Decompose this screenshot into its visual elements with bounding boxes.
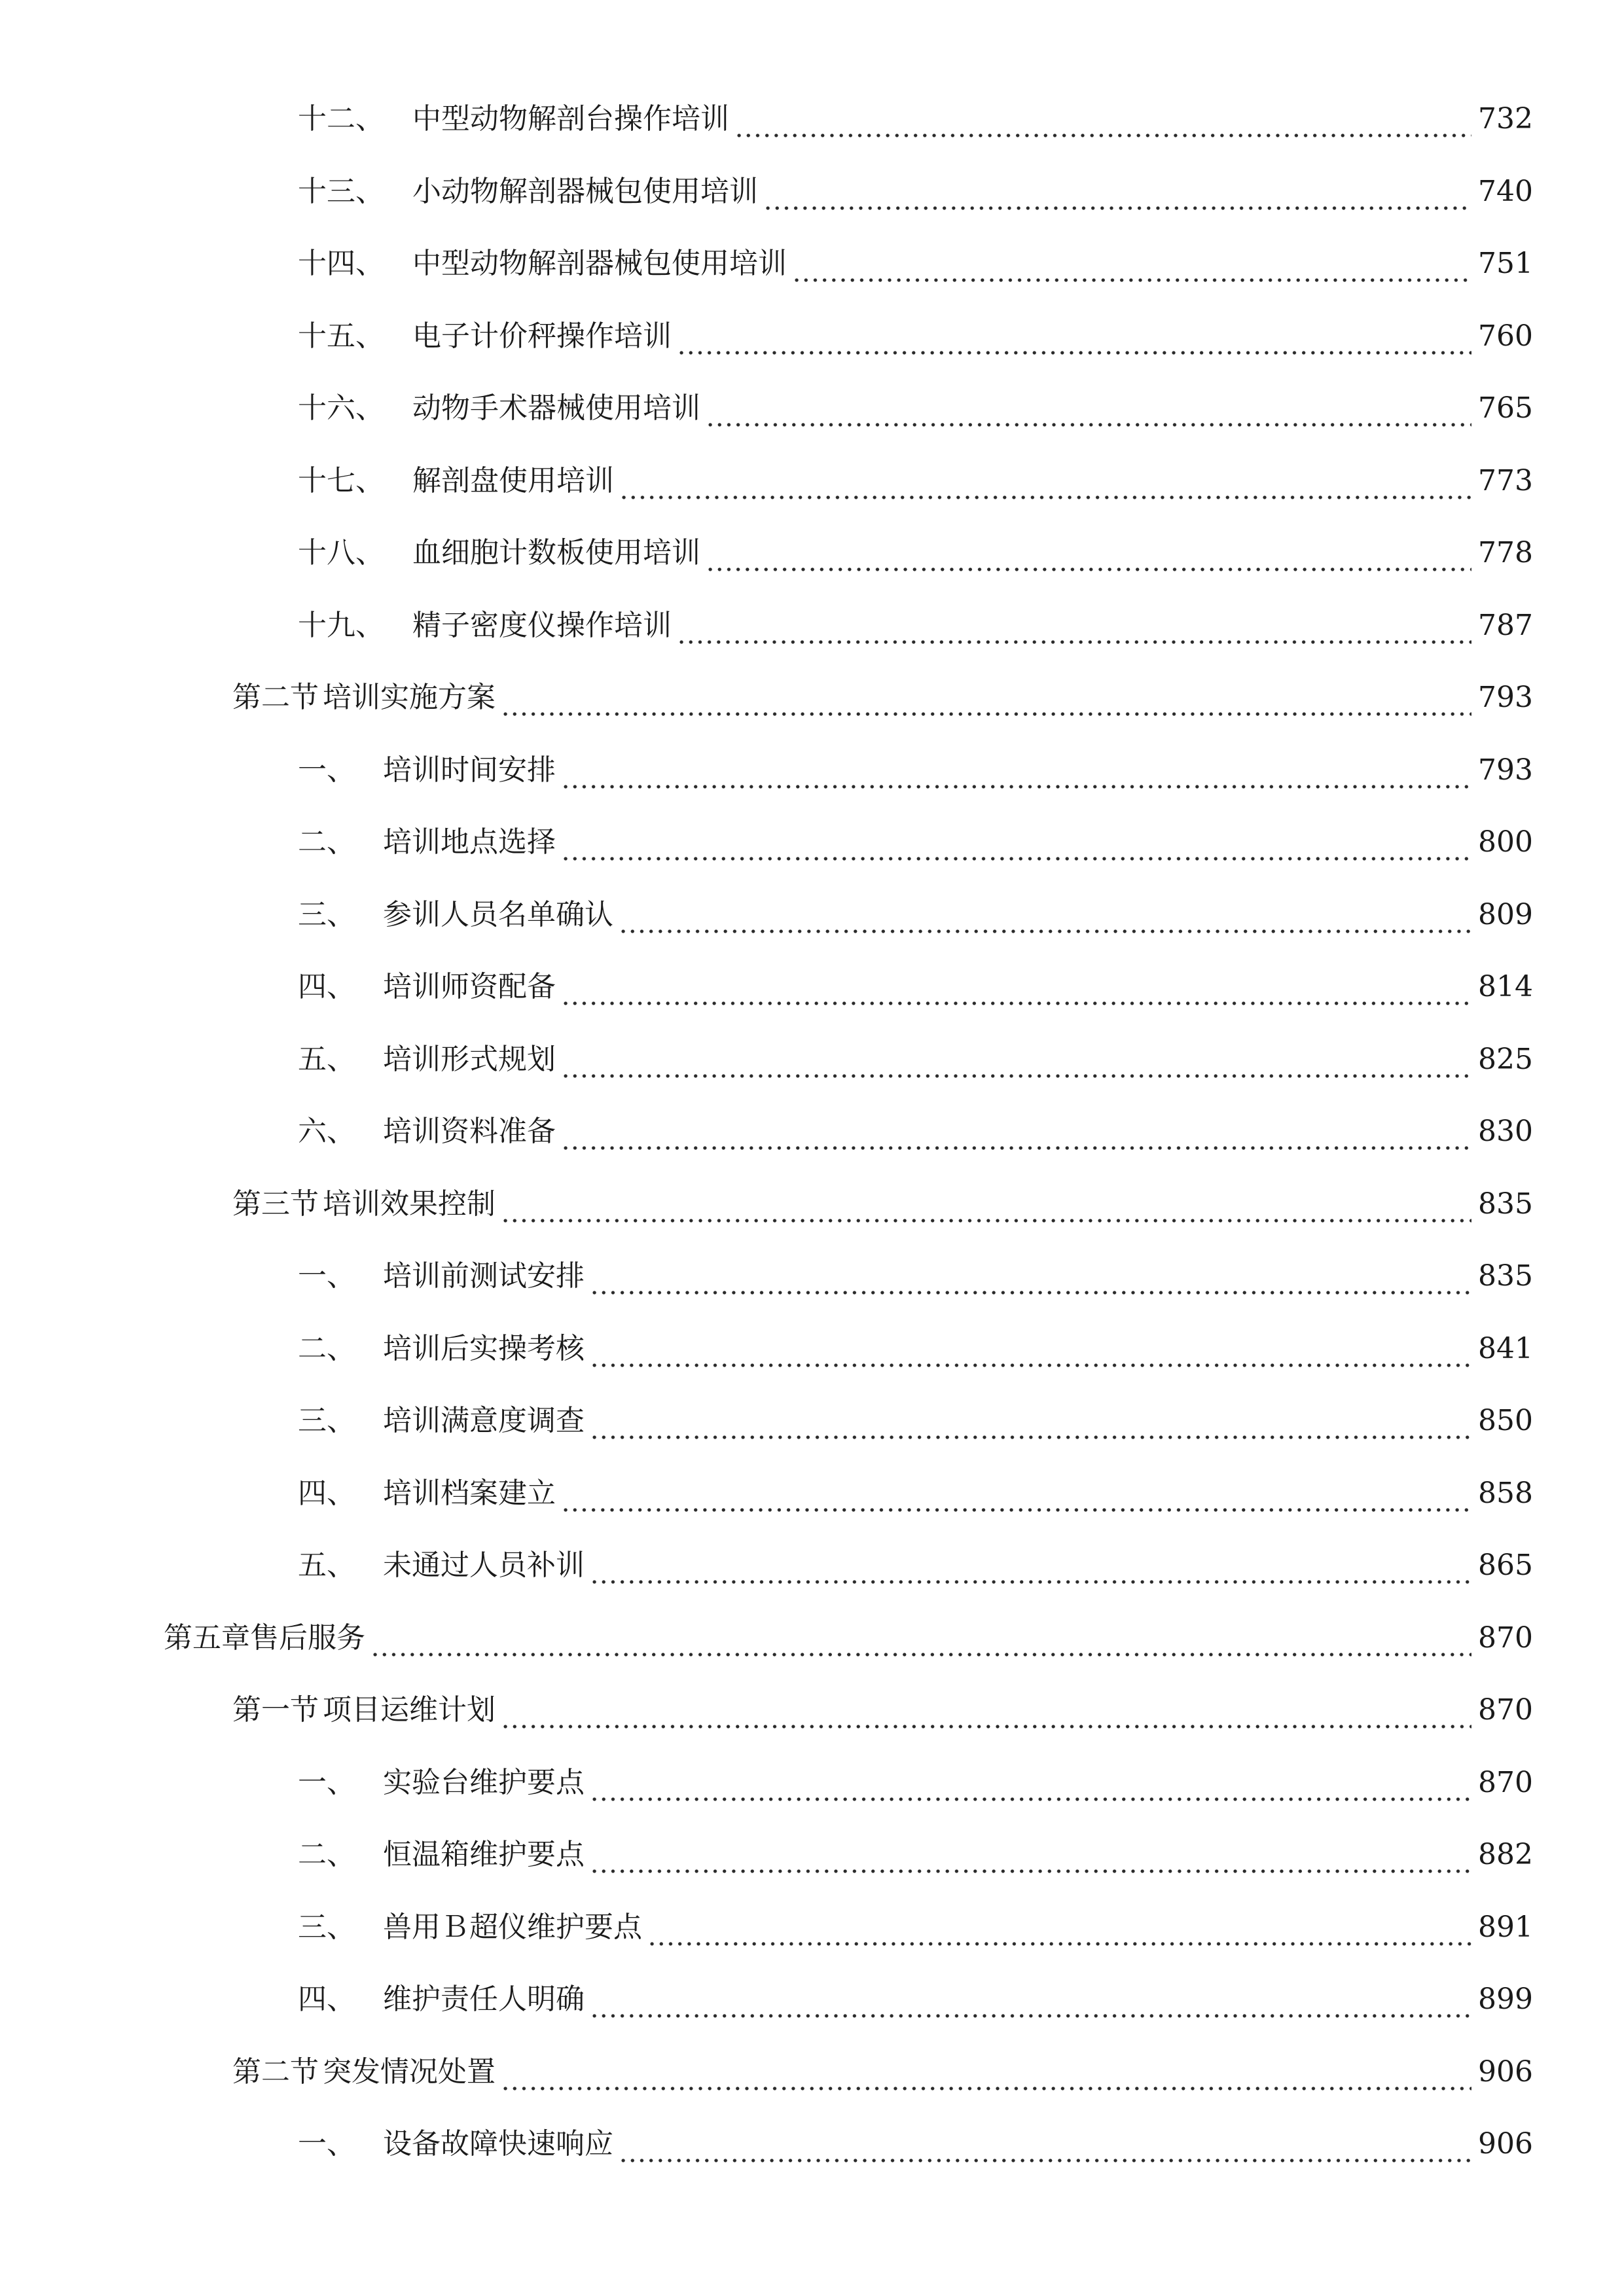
toc-entry-title: 售后服务 (250, 1621, 365, 1655)
dot-leader (590, 1539, 1471, 1592)
toc-entry-title: 解剖盘使用培训 (412, 463, 614, 497)
toc-entry[interactable] (298, 1467, 1533, 1520)
toc-entry-page-number: 732 (1478, 102, 1533, 135)
dot-leader (619, 2118, 1471, 2170)
toc-entry-number: 一、 (298, 753, 355, 787)
toc-entry-title: 培训效果控制 (323, 1187, 496, 1221)
toc-entry-page-number: 793 (1478, 753, 1533, 787)
toc-entry-page-number: 740 (1478, 174, 1533, 208)
toc-entry-page-number: 793 (1478, 681, 1533, 714)
dot-leader (501, 1684, 1471, 1736)
toc-entry-title: 培训时间安排 (383, 753, 556, 787)
toc-entry[interactable] (298, 310, 1533, 363)
toc-entry-title: 电子计价秤操作培训 (412, 319, 672, 353)
toc-entry-title: 培训地点选择 (383, 825, 556, 859)
toc-entry-title: 中型动物解剖台操作培训 (412, 102, 729, 135)
toc-entry-page-number: 870 (1478, 1693, 1533, 1727)
toc-entry[interactable] (164, 1612, 1533, 1664)
toc-entry-number: 一、 (298, 1259, 355, 1293)
toc-entry-title: 小动物解剖器械包使用培训 (412, 174, 758, 208)
dot-leader (370, 1612, 1471, 1664)
toc-entry[interactable] (298, 1539, 1533, 1592)
toc-entry-number: 十九、 (298, 608, 384, 642)
dot-leader (619, 455, 1471, 507)
toc-entry-number: 一、 (298, 1765, 355, 1799)
toc-entry-title: 兽用Ｂ超仪维护要点 (383, 1910, 642, 1944)
dot-leader (561, 961, 1471, 1013)
toc-entry-number: 十八、 (298, 536, 384, 569)
toc-entry-page-number: 891 (1478, 1910, 1533, 1944)
toc-entry-page-number: 778 (1478, 536, 1533, 569)
toc-entry[interactable] (298, 600, 1533, 652)
toc-entry-title: 突发情况处置 (323, 2054, 496, 2089)
dot-leader (792, 238, 1471, 290)
dot-leader (501, 672, 1471, 724)
toc-entry-page-number: 835 (1478, 1187, 1533, 1221)
toc-entry-title: 培训形式规划 (383, 1042, 556, 1076)
toc-entry-page-number: 906 (1478, 2054, 1533, 2089)
dot-leader (619, 889, 1471, 941)
toc-entry[interactable] (298, 744, 1533, 797)
toc-entry-page-number: 760 (1478, 319, 1533, 353)
toc-entry[interactable] (298, 1757, 1533, 1809)
toc-entry[interactable] (298, 1829, 1533, 1881)
toc-entry[interactable] (232, 672, 1533, 724)
toc-entry-number: 二、 (298, 825, 355, 859)
toc-entry-page-number: 841 (1478, 1331, 1533, 1365)
toc-entry[interactable] (232, 1178, 1533, 1230)
toc-entry-title: 参训人员名单确认 (383, 897, 613, 931)
toc-entry-title: 培训后实操考核 (383, 1331, 585, 1365)
toc-entry[interactable] (298, 1105, 1533, 1158)
dot-leader (501, 2046, 1471, 2098)
dot-leader (501, 1178, 1471, 1230)
dot-leader (706, 527, 1471, 579)
toc-entry-page-number: 751 (1478, 247, 1533, 280)
dot-leader (677, 310, 1471, 363)
toc-entry-number: 第三节 (232, 1187, 319, 1221)
toc-entry[interactable] (298, 2118, 1533, 2170)
toc-entry-page-number: 765 (1478, 391, 1533, 425)
toc-entry[interactable] (298, 816, 1533, 869)
toc-entry[interactable] (298, 1395, 1533, 1447)
toc-entry[interactable] (298, 1973, 1533, 2026)
toc-entry-title: 恒温箱维护要点 (383, 1838, 585, 1871)
toc-entry[interactable] (298, 889, 1533, 941)
toc-entry[interactable] (298, 93, 1533, 145)
toc-entry-title: 项目运维计划 (323, 1693, 496, 1727)
toc-entry-title: 中型动物解剖器械包使用培训 (412, 247, 787, 280)
toc-entry[interactable] (232, 2046, 1533, 2098)
toc-entry-page-number: 850 (1478, 1404, 1533, 1437)
toc-entry[interactable] (298, 527, 1533, 579)
toc-entry[interactable] (298, 166, 1533, 218)
toc-entry[interactable] (298, 382, 1533, 435)
toc-entry-page-number: 865 (1478, 1549, 1533, 1582)
toc-entry[interactable] (298, 1033, 1533, 1086)
toc-entry-title: 培训资料准备 (383, 1115, 556, 1148)
toc-entry-title: 培训档案建立 (383, 1476, 556, 1510)
toc-entry-number: 第二节 (232, 2054, 319, 2089)
toc-entry[interactable] (298, 238, 1533, 290)
toc-entry-number: 六、 (298, 1115, 355, 1148)
dot-leader (590, 1323, 1471, 1375)
toc-entry-number: 第一节 (232, 1693, 319, 1727)
dot-leader (590, 1395, 1471, 1447)
toc-entry-number: 三、 (298, 1910, 355, 1944)
toc-entry-title: 实验台维护要点 (383, 1765, 585, 1799)
toc-entry-page-number: 800 (1478, 825, 1533, 859)
toc-entry-title: 精子密度仪操作培训 (412, 608, 672, 642)
toc-entry-title: 培训满意度调查 (383, 1404, 585, 1437)
toc-entry-page-number: 906 (1478, 2127, 1533, 2161)
dot-leader (561, 744, 1471, 797)
toc-entry-number: 二、 (298, 1838, 355, 1871)
toc-entry-page-number: 899 (1478, 1982, 1533, 2016)
toc-entry-page-number: 830 (1478, 1115, 1533, 1148)
toc-entry-number: 十二、 (298, 102, 384, 135)
toc-entry-title: 动物手术器械使用培训 (412, 391, 700, 425)
toc-entry-number: 五、 (298, 1042, 355, 1076)
toc-entry-page-number: 870 (1478, 1621, 1533, 1655)
toc-entry-title: 培训师资配备 (383, 970, 556, 1003)
dot-leader (706, 382, 1471, 435)
dot-leader (590, 1757, 1471, 1809)
toc-entry-number: 十三、 (298, 174, 384, 208)
toc-entry-page-number: 882 (1478, 1838, 1533, 1871)
dot-leader (590, 1250, 1471, 1302)
toc-entry-number: 四、 (298, 970, 355, 1003)
toc-entry[interactable] (298, 1323, 1533, 1375)
toc-entry-number: 十六、 (298, 391, 384, 425)
toc-entry-number: 十五、 (298, 319, 384, 353)
toc-entry-title: 未通过人员补训 (383, 1549, 585, 1582)
toc-entry-title: 培训前测试安排 (383, 1259, 585, 1293)
toc-entry-page-number: 809 (1478, 897, 1533, 931)
toc-entry-number: 三、 (298, 897, 355, 931)
toc-entry-number: 五、 (298, 1549, 355, 1582)
toc-entry-page-number: 858 (1478, 1476, 1533, 1510)
toc-entry-number: 四、 (298, 1476, 355, 1510)
toc-entry[interactable] (298, 961, 1533, 1013)
dot-leader (647, 1901, 1471, 1954)
dot-leader (561, 816, 1471, 869)
toc-entry-title: 血细胞计数板使用培训 (412, 536, 700, 569)
toc-entry-page-number: 787 (1478, 608, 1533, 642)
toc-entry-page-number: 814 (1478, 970, 1533, 1003)
dot-leader (590, 1973, 1471, 2026)
dot-leader (677, 600, 1471, 652)
toc-entry-number: 十七、 (298, 463, 384, 497)
toc-entry-number: 第五章 (164, 1621, 250, 1655)
toc-entry[interactable] (298, 1250, 1533, 1302)
toc-entry-title: 培训实施方案 (323, 681, 496, 714)
toc-entry-title: 维护责任人明确 (383, 1982, 585, 2016)
toc-entry[interactable] (298, 455, 1533, 507)
dot-leader (561, 1467, 1471, 1520)
toc-entry[interactable] (298, 1901, 1533, 1954)
toc-entry-number: 四、 (298, 1982, 355, 2016)
dot-leader (590, 1829, 1471, 1881)
toc-entry-title: 设备故障快速响应 (383, 2127, 613, 2161)
dot-leader (763, 166, 1471, 218)
toc-entry-number: 三、 (298, 1404, 355, 1437)
toc-entry[interactable] (232, 1684, 1533, 1736)
toc-entry-page-number: 870 (1478, 1765, 1533, 1799)
toc-entry-number: 十四、 (298, 247, 384, 280)
toc-entry-number: 一、 (298, 2127, 355, 2161)
dot-leader (561, 1033, 1471, 1086)
toc-entry-page-number: 825 (1478, 1042, 1533, 1076)
toc-entry-number: 二、 (298, 1331, 355, 1365)
toc-entry-page-number: 835 (1478, 1259, 1533, 1293)
dot-leader (561, 1105, 1471, 1158)
toc-entry-page-number: 773 (1478, 463, 1533, 497)
toc-entry-number: 第二节 (232, 681, 319, 714)
dot-leader (734, 93, 1471, 145)
